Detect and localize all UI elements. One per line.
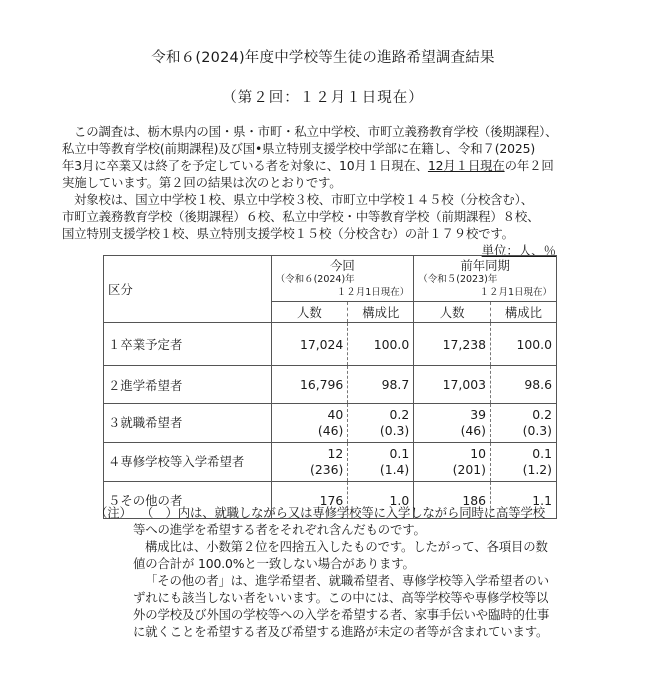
previous-count-cell — [414, 443, 491, 482]
group-current-label: 今回 — [330, 258, 355, 273]
current-count: 12 — [327, 446, 344, 461]
current-count-paren: (46) — [317, 423, 344, 438]
targets-line-2: 市町立義務教育学校（後期課程）６校、私立中学校・中等教育学校（前期課程）８校、 — [62, 209, 540, 224]
note-3-line-4: に就くことを希望する者及び希望する進路が未定の者等が含まれています。 — [133, 624, 549, 639]
unit-label: 単位：人、％ — [481, 243, 556, 258]
table-header-row — [104, 256, 557, 302]
intro-line-2: 私立中等教育学校(前期課程)及び国•県立特別支援学校中学部に在籍し、令和７(2025) — [62, 141, 536, 156]
previous-ratio-cell — [491, 404, 557, 443]
current-ratio-cell — [348, 443, 414, 482]
group-header-current — [271, 256, 414, 302]
page-subtitle: （第２回：１２月１日現在） — [222, 90, 424, 106]
previous-ratio: 0.2 — [532, 407, 552, 422]
table-row — [104, 404, 557, 443]
results-table — [103, 255, 557, 519]
note-3-line-1: 「その他の者」は、進学希望者、就職希望者、専修学校等入学希望者のい — [145, 573, 549, 588]
previous-count-paren: (201) — [452, 462, 486, 477]
previous-count: 17,003 — [414, 366, 491, 404]
note-2-line-2: 値の合計が 100.0%と一致しない場合があります。 — [133, 556, 415, 571]
previous-count: 186 — [414, 482, 491, 519]
row-category: ３就職希望者 — [104, 404, 272, 443]
group-previous-sub2: １２月1日現在） — [479, 287, 552, 298]
note-1-line-1: （ ）内は、就職しながら又は専修学校等に入学しながら同時に高等学校 — [141, 505, 545, 520]
previous-ratio-paren: (1.2) — [522, 462, 552, 477]
current-ratio-header: 構成比 — [348, 302, 414, 323]
current-ratio: 98.7 — [348, 366, 414, 404]
targets-line-3: 国立特別支援学校１校、県立特別支援学校１５校（分校含む）の計１７９校です。 — [62, 226, 514, 241]
group-previous-sub1: （令和５(2023)年 — [418, 274, 498, 285]
previous-ratio: 1.1 — [491, 482, 557, 519]
previous-ratio: 98.6 — [491, 366, 557, 404]
current-ratio-paren: (0.3) — [379, 423, 410, 438]
current-count-header: 人数 — [271, 302, 348, 323]
previous-count-header: 人数 — [414, 302, 491, 323]
group-header-previous — [414, 256, 557, 302]
note-3-line-3: 外の学校及び外国の学校等への入学を希望する者、家事手伝いや臨時的仕事 — [133, 607, 550, 622]
current-ratio-cell — [348, 404, 414, 443]
previous-ratio: 100.0 — [491, 323, 557, 366]
previous-count: 39 — [470, 407, 486, 422]
notes-label: （注） — [95, 505, 132, 520]
current-ratio: 0.1 — [389, 446, 410, 461]
group-current-sub2: １２月1日現在） — [336, 287, 410, 298]
previous-ratio-header: 構成比 — [491, 302, 557, 323]
note-3-line-2: ずれにも該当しない者をいいます。この中には、高等学校等や専修学校等以 — [133, 590, 549, 605]
previous-count: 10 — [470, 446, 486, 461]
current-ratio: 0.2 — [389, 407, 410, 422]
previous-count-cell — [414, 404, 491, 443]
category-header: 区分 — [104, 256, 272, 323]
intro-paragraph — [62, 123, 582, 191]
current-ratio: 1.0 — [348, 482, 414, 519]
row-category: ５その他の者 — [104, 482, 272, 519]
current-count: 176 — [271, 482, 348, 519]
previous-ratio: 0.1 — [532, 446, 552, 461]
current-count: 16,796 — [271, 366, 348, 404]
intro-underlined-date: 12月１日現在 — [427, 158, 505, 173]
row-category: ４専修学校等入学希望者 — [104, 443, 272, 482]
intro-line-1: この調査は、栃木県内の国・県・市町・私立中学校、市町立義務教育学校（後期課程）、 — [74, 124, 558, 139]
intro-line-3-pre: 年3月に卒業又は終了を予定している者を対象に、10月１日現在、 — [62, 158, 428, 173]
table-row — [104, 443, 557, 482]
previous-count-paren: (46) — [460, 423, 486, 438]
note-2-line-1: 構成比は、小数第２位を四捨五入したものです。したがって、各項目の数 — [145, 539, 548, 554]
previous-count: 17,238 — [414, 323, 491, 366]
intro-line-4: 実施しています。第２回の結果は次のとおりです。 — [62, 175, 342, 190]
group-current-sub1: （令和６(2024)年 — [275, 274, 355, 285]
current-count: 40 — [327, 407, 344, 422]
row-category: １卒業予定者 — [104, 323, 272, 366]
current-count-cell — [271, 404, 348, 443]
current-count-cell — [271, 443, 348, 482]
note-1-line-2: 等への進学を希望する者をそれぞれ含んだものです。 — [133, 522, 426, 537]
previous-ratio-cell — [491, 443, 557, 482]
current-count-paren: (236) — [309, 462, 344, 477]
group-previous-label: 前年同期 — [460, 258, 510, 273]
table-row — [104, 366, 557, 404]
current-ratio-paren: (1.4) — [379, 462, 410, 477]
page-title: 令和６(2024)年度中学校等生徒の進路希望調査結果 — [151, 50, 495, 66]
intro-line-3 — [62, 157, 582, 174]
current-ratio: 100.0 — [348, 323, 414, 366]
targets-paragraph — [62, 191, 582, 242]
intro-line-3-post: の年２回 — [504, 158, 554, 173]
table-row — [104, 323, 557, 366]
notes-body — [133, 504, 583, 640]
targets-line-1: 対象校は、国立中学校１校、県立中学校３校、市町立中学校１４５校（分校含む）、 — [74, 192, 533, 207]
row-category: ２進学希望者 — [104, 366, 272, 404]
current-count: 17,024 — [271, 323, 348, 366]
previous-ratio-paren: (0.3) — [522, 423, 552, 438]
